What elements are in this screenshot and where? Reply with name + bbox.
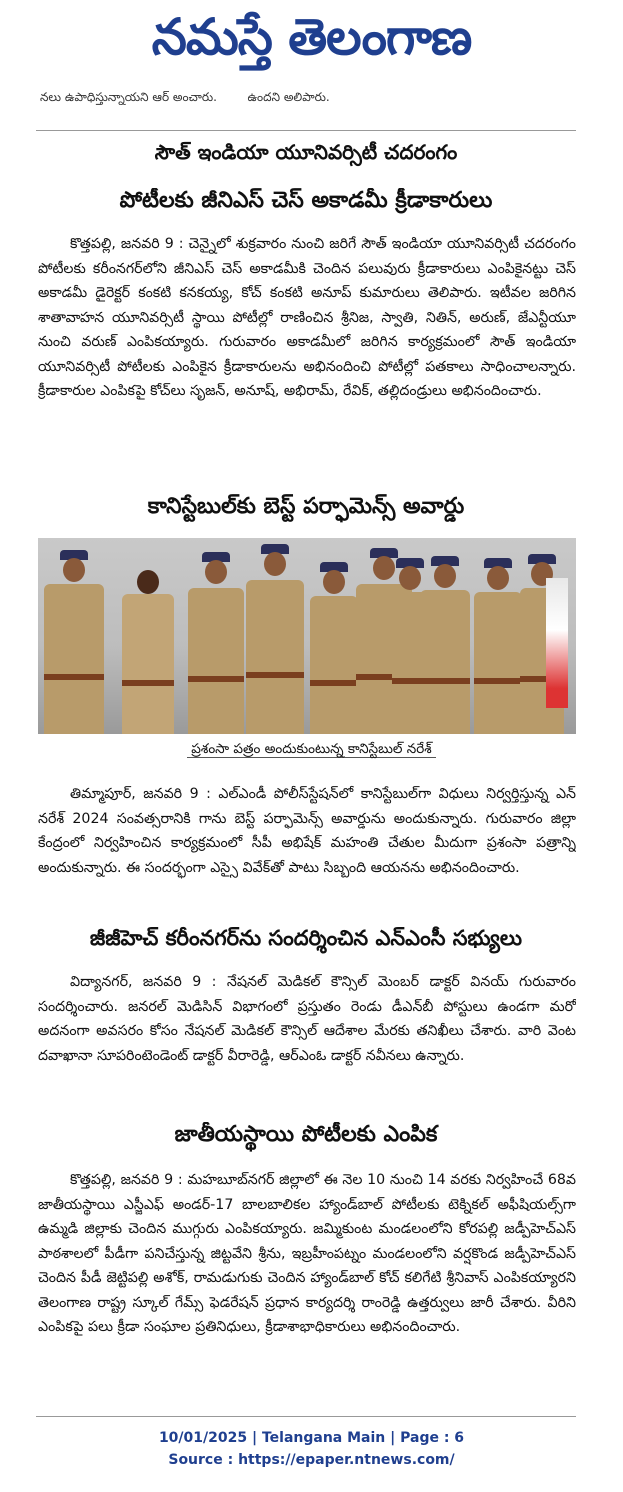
article4-body: కొత్తపల్లి, జనవరి 9 : మహబూబ్‌నగర్ జిల్లాలో ఈ నెల 10 నుంచి 14 వరకు నిర్వహించే 68వ జాతీయస్థాయి ఎస్జీఎఫ్ అండర్-17 బాలబాలికల హ్యాండ్‌బాల్ పోటీలకు టెక్నికల్ అఫీషియల్స్‌గా ఉమ్మడి జిల్లాకు చెందిన ముగ్గురు ఎంపికయ్యారు. జమ్మికుంట మండలంలోని కోరపల్లి జడ్పీహెచ్ఎస్ పాఠశాలలో పీడీగా పనిచేస్తున్న జిట్టవేని శ్రీను, ఇబ్రహీంపట్నం మండలంలోని వర్షకొండ జడ్పీహెచ్ఎస్ చెందిన పీడీ జెట్టిపల్లి అశోక్, రామడుగుకు చెందిన హ్యాండ్‌బాల్ కోచ్ కలిగేటి శ్రీనివాస్ ఎంపికయ్యారని తెలంగాణ రాష్ట్ర స్కూల్ గేమ్స్ ఫెడరేషన్ ప్రధాన కార్యదర్శి రాంరెడ్డి ఉత్తర్వులు జారీ చేశారు. వీరిని ఎంపికపై పలు క్రీడా సంఘాల ప్రతినిధులు, క్రీడాశాభాధికారులు అభినందించారు.: [38, 1172, 576, 1335]
award-photo: [38, 538, 576, 734]
cut-off-right: ఉందని అలిపారు.: [247, 90, 330, 104]
officer-figure: [474, 592, 522, 734]
masthead: [0, 0, 623, 86]
article1-headline: పోటీలకు జీనిఎస్ చెస్ అకాడమీ క్రీడాకారులు: [119, 188, 493, 213]
article3-headline: జీజీహెచ్ కరీంనగర్‌ను సందర్శించిన ఎన్ఎంసీ సభ్యులు: [89, 926, 523, 950]
article3-body: విద్యానగర్, జనవరి 9 : నేషనల్ మెడికల్ కౌన్సిల్ మెంబర్ డాక్టర్ వినయ్ గురువారం సందర్శించారు. జనరల్ మెడిసిన్ విభాగంలో ప్రస్తుతం రెండు డీఎన్‌బీ పోస్టులు ఉండగా మరో అదనంగా అవసరం కోసం నేషనల్ మెడికల్ కౌన్సిల్ ఆదేశాల మేరకు తనిఖీలు చేశారు. వారి వెంట దవాఖానా సూపరింటెండెంట్ డాక్టర్ వీరారెడ్డి, ఆర్ఎంఓ డాక్టర్ నవీనలు ఉన్నారు.: [38, 974, 576, 1064]
masthead-title: నమస్తే తెలంగాణ: [151, 7, 472, 66]
officer-figure: [310, 596, 358, 734]
divider: [36, 1416, 576, 1417]
officer-figure: [420, 590, 470, 734]
footer-source-line: Source : https://epaper.ntnews.com/: [168, 1452, 455, 1468]
photo-caption-text: ప్రశంసా పత్రం అందుకుంటున్న కానిస్టేబుల్ నరేశ్: [187, 741, 435, 758]
article2-body: తిమ్మాపూర్, జనవరి 9 : ఎల్ఎండీ పోలీస్‌స్టేషన్‌లో కానిస్టేబుల్‌గా విధులు నిర్వర్తిస్తున్న ఎన్ నరేశ్ 2024 సంవత్సరానికి గాను బెస్ట్ పర్ఫామెన్స్ అవార్డును అందుకున్నారు. గురువారం జిల్లా కేంద్రంలో నిర్వహించిన కార్యక్రమంలో సీపీ అభిషేక్ మహంతి చేతుల మీదుగా ప్రశంసా పత్రాన్ని అందుకున్నారు. ఈ సందర్భంగా ఎస్సై వివేక్‌తో పాటు సిబ్బంది ఆయనను అభినందించారు.: [38, 786, 576, 876]
officer-figure: [44, 584, 104, 734]
officer-figure: [122, 594, 174, 734]
officer-figure: [246, 580, 304, 734]
flag: [546, 578, 568, 708]
officer-figure: [188, 588, 244, 734]
photo-caption: [0, 736, 623, 762]
footer-date-line: 10/01/2025 | Telangana Main | Page : 6: [158, 1430, 465, 1446]
article1-kicker: సౌత్ ఇండియా యూనివర్సిటీ చదరంగం: [154, 140, 458, 164]
article2-headline: కానిస్టేబుల్‌కు బెస్ట్ పర్ఫామెన్స్ అవార్డు: [147, 494, 465, 519]
cut-off-left: నలు ఉపాధిస్తున్నాయని ఆర్ అంచారు.: [40, 90, 217, 104]
divider: [36, 130, 576, 131]
article1-body: కొత్తపల్లి, జనవరి 9 : చెన్నైలో శుక్రవారం నుంచి జరిగే సౌత్ ఇండియా యూనివర్సిటీ చదరంగం పోటీలకు కరీంనగర్‌లోని జీనిఎస్ చెస్ అకాడమీకి చెందిన పలువురు క్రీడాకారులు ఎంపికైనట్టు చెస్ అకాడమీ డైరెక్టర్ కంకటి కనకయ్య, కోచ్ కంకటి అనూప్ కుమారులు తెలిపారు. ఇటీవల జరిగిన శాతావాహన యూనివర్సిటీ స్థాయి పోటీల్లో రాణించిన శ్రీనిజ, స్వాతి, నితిన్, అరుణ్, జేఎన్టీయూ నుంచి వరుణ్ ఎంపికయ్యారు. గురువారం అకాడమీలో జరిగిన కార్యక్రమంలో సౌత్ ఇండియా యూనివర్సిటీ పోటీలకు ఎంపికైన క్రీడాకారులను అభినందించి పోటీల్లో పతకాలు సాధించాలన్నారు. క్రీడాకారుల ఎంపికపై కోచ్‌లు సృజన్, అనూష్, అభిరామ్, రేవిక్, తల్లిదండ్రులు అభినందించారు.: [38, 236, 576, 399]
article4-headline: జాతీయస్థాయి పోటీలకు ఎంపిక: [174, 1122, 438, 1147]
cut-off-text: [40, 86, 580, 108]
